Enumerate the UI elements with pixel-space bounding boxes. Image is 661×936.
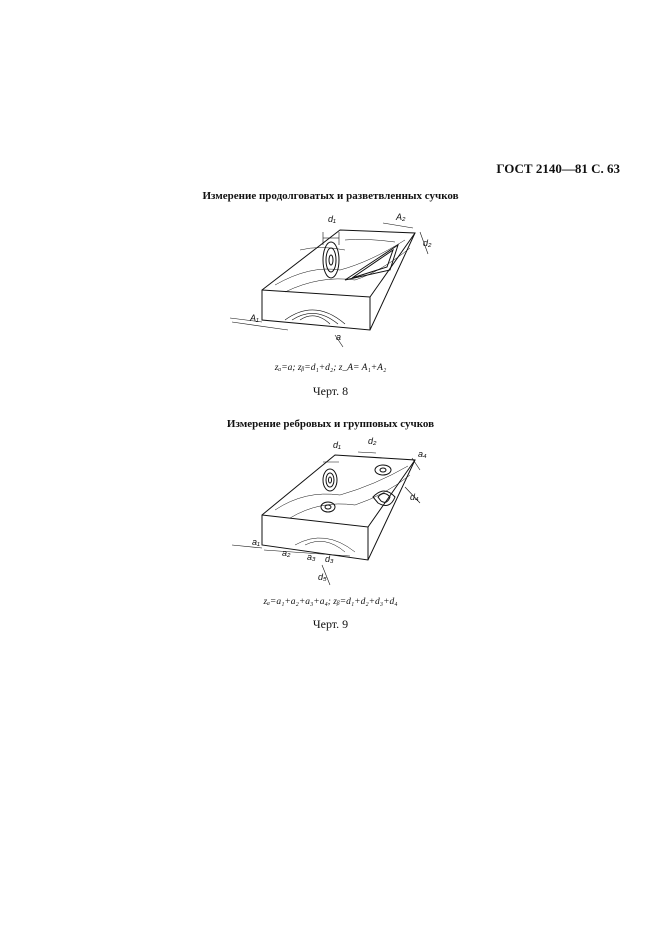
figure-9-formula: zₐ=a₁+a₂+a₃+a₄; zᵦ=d₁+d₂+d₃+d₄ [263,597,398,607]
fig8-label-a2: A₂ [396,212,406,222]
fig9-label-a4: a₄ [418,449,427,459]
figure-8-caption: Черт. 8 [312,384,349,398]
fig9-label-d1: d₁ [333,440,341,450]
figure-9-caption: Черт. 9 [312,617,349,631]
fig9-label-d2: d₂ [368,436,377,446]
fig9-label-d5: d₅ [318,572,327,582]
fig8-label-d2: d₂ [423,238,432,248]
fig8-label-a: a [336,332,342,342]
figure-8-formula: zₐ=a; zᵦ=d₁+d₂; z_A= A₁+A₂ [274,363,387,373]
fig8-label-a1: A₁ [250,313,259,323]
figure-8-title: Измерение продолговатых и разветвленных сучков [202,190,459,202]
fig9-label-a3: a₃ [307,552,316,562]
fig9-label-d3: d₃ [325,554,334,564]
figure-9-title: Измерение ребровых и групповых сучков [226,418,435,430]
page-header: ГОСТ 2140—81 С. 63 [496,161,620,176]
fig9-label-a1: a₁ [252,537,260,547]
fig9-label-a2: a₂ [282,548,291,558]
fig8-label-d1: d₁ [328,214,336,224]
fig9-label-d4: d₄ [410,492,419,502]
